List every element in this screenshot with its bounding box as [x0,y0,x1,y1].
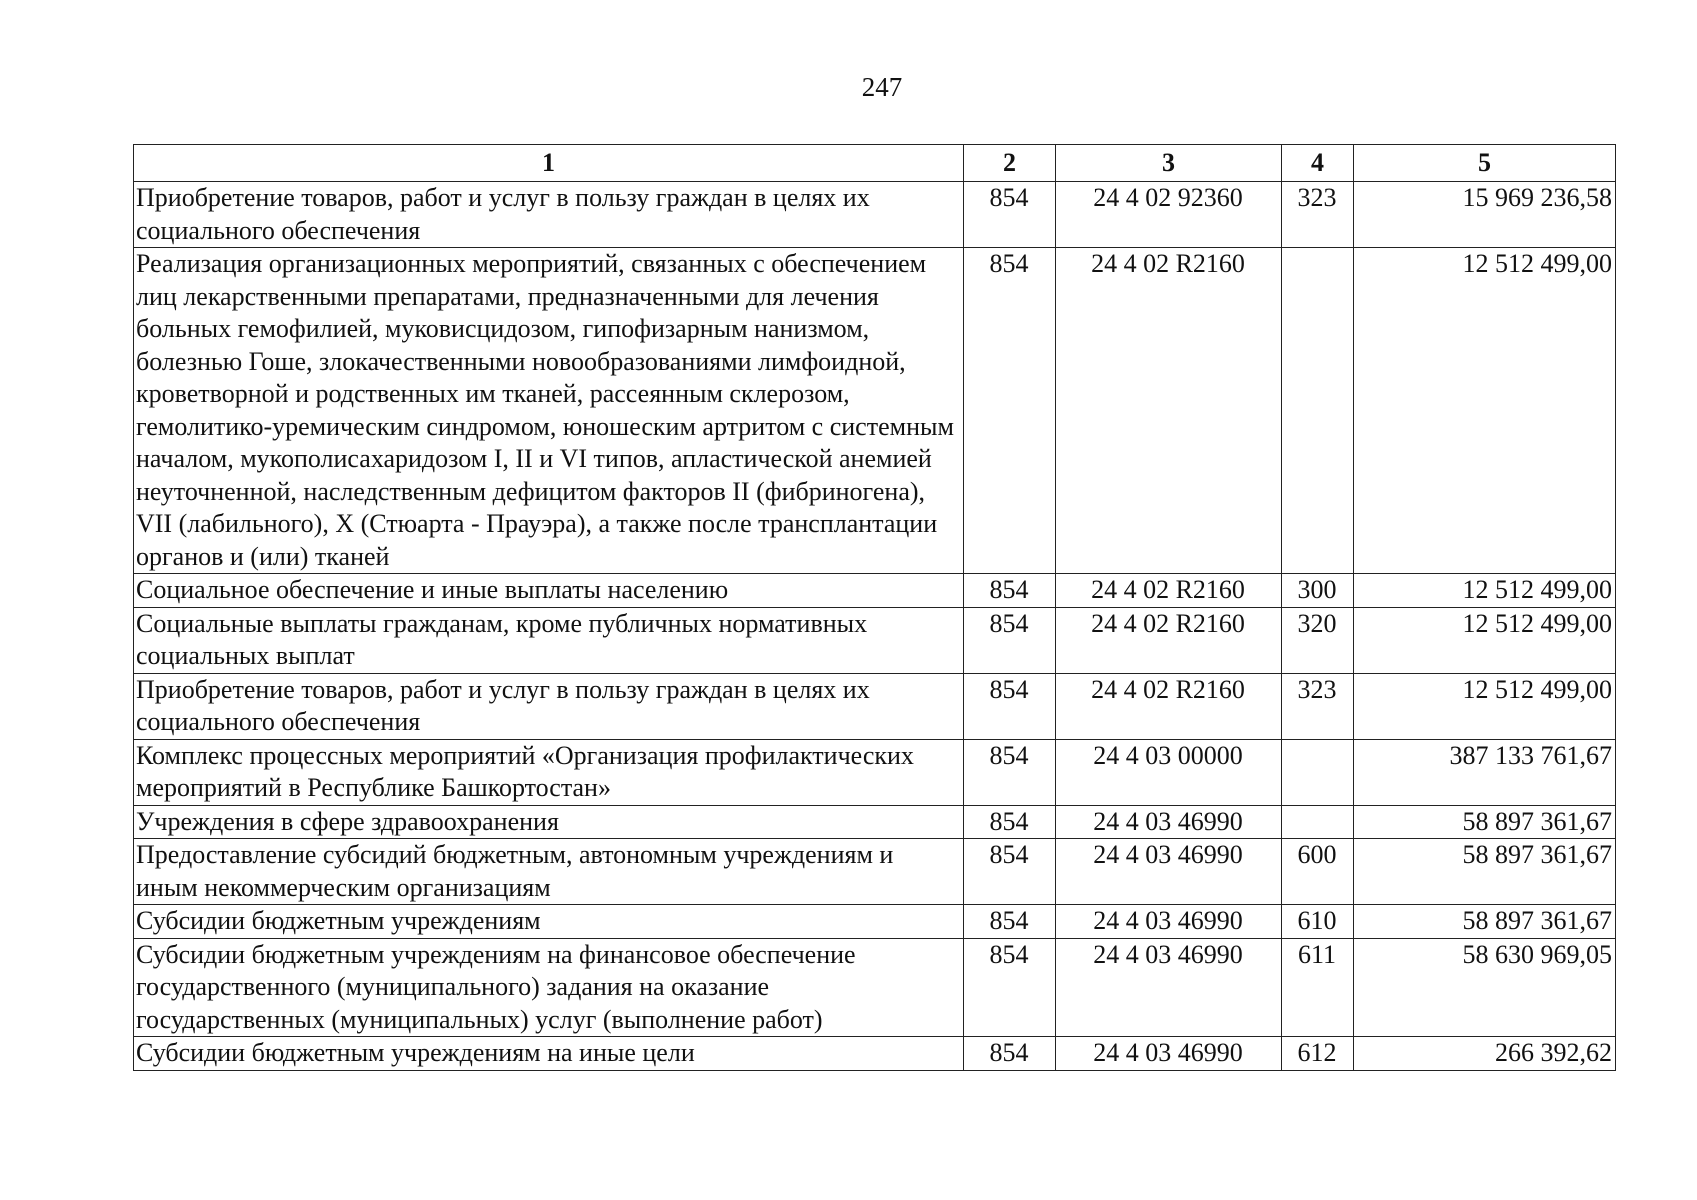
row-col-3: 24 4 03 46990 [1056,805,1282,839]
row-col-5: 387 133 761,67 [1354,739,1616,805]
row-col-2: 854 [964,574,1056,608]
table-row [134,182,1616,248]
budget-table [133,144,1616,1071]
row-col-5: 58 897 361,67 [1354,839,1616,905]
row-col-4: 611 [1282,938,1354,1037]
row-col-5: 12 512 499,00 [1354,248,1616,574]
row-name: Субсидии бюджетным учреждениям на иные цели [134,1037,964,1071]
row-col-4 [1282,805,1354,839]
row-col-4: 300 [1282,574,1354,608]
row-name: Приобретение товаров, работ и услуг в пользу граждан в целях их социального обеспечения [134,182,964,248]
page-number: 247 [861,72,903,102]
row-col-4: 320 [1282,607,1354,673]
row-col-3: 24 4 03 46990 [1056,839,1282,905]
row-col-4: 610 [1282,905,1354,939]
column-header-5: 5 [1354,145,1616,182]
row-col-4: 323 [1282,182,1354,248]
row-name: Субсидии бюджетным учреждениям на финансовое обеспечение государственного (муниципального) задания на оказание государственных (муниципальных) услуг (выполнение работ) [134,938,964,1037]
row-col-3: 24 4 03 46990 [1056,1037,1282,1071]
header-row [134,145,1616,182]
table-row [134,739,1616,805]
table-row [134,574,1616,608]
row-col-2: 854 [964,839,1056,905]
row-col-4: 323 [1282,673,1354,739]
row-col-2: 854 [964,182,1056,248]
table-row [134,248,1616,574]
table-row [134,673,1616,739]
row-col-5: 12 512 499,00 [1354,607,1616,673]
row-col-5: 58 897 361,67 [1354,905,1616,939]
row-col-3: 24 4 02 R2160 [1056,673,1282,739]
row-name: Учреждения в сфере здравоохранения [134,805,964,839]
column-header-2: 2 [964,145,1056,182]
row-name: Реализация организационных мероприятий, связанных с обеспечением лиц лекарственными препаратами, предназначенными для лечения больных гемофилией, муковисцидозом, гипофизарным нанизмом, болезнью Гоше, злокачественными новообразованиями лимфоидной, кроветворной и родственных им тканей, рассеянным склерозом, гемолитико-уремическим синдромом, юношеским артритом с системным началом, мукополисахаридозом I, II и VI типов, апластической анемией неуточненной, наследственным дефицитом факторов II (фибриногена), VII (лабильного), X (Стюарта - Прауэра), а также после трансплантации органов и (или) тканей [134,248,964,574]
row-name: Социальные выплаты гражданам, кроме публичных нормативных социальных выплат [134,607,964,673]
row-col-3: 24 4 02 R2160 [1056,607,1282,673]
table-row [134,805,1616,839]
row-col-2: 854 [964,607,1056,673]
row-col-5: 12 512 499,00 [1354,673,1616,739]
row-col-3: 24 4 02 R2160 [1056,248,1282,574]
table-row [134,607,1616,673]
row-name: Социальное обеспечение и иные выплаты населению [134,574,964,608]
row-col-2: 854 [964,673,1056,739]
row-col-3: 24 4 03 00000 [1056,739,1282,805]
row-col-4: 600 [1282,839,1354,905]
row-col-5: 58 897 361,67 [1354,805,1616,839]
column-header-3: 3 [1056,145,1282,182]
row-col-2: 854 [964,938,1056,1037]
row-col-3: 24 4 02 R2160 [1056,574,1282,608]
column-header-4: 4 [1282,145,1354,182]
row-col-2: 854 [964,1037,1056,1071]
row-col-2: 854 [964,248,1056,574]
table-row [134,938,1616,1037]
row-col-3: 24 4 03 46990 [1056,938,1282,1037]
row-col-5: 58 630 969,05 [1354,938,1616,1037]
table-row [134,905,1616,939]
row-col-4: 612 [1282,1037,1354,1071]
row-col-3: 24 4 02 92360 [1056,182,1282,248]
row-col-5: 15 969 236,58 [1354,182,1616,248]
row-col-2: 854 [964,805,1056,839]
row-name: Субсидии бюджетным учреждениям [134,905,964,939]
row-col-3: 24 4 03 46990 [1056,905,1282,939]
row-name: Приобретение товаров, работ и услуг в пользу граждан в целях их социального обеспечения [134,673,964,739]
row-col-5: 12 512 499,00 [1354,574,1616,608]
row-col-5: 266 392,62 [1354,1037,1616,1071]
row-col-4 [1282,739,1354,805]
row-col-2: 854 [964,905,1056,939]
row-name: Комплекс процессных мероприятий «Организация профилактических мероприятий в Республике Башкортостан» [134,739,964,805]
row-col-2: 854 [964,739,1056,805]
table-row [134,1037,1616,1071]
row-name: Предоставление субсидий бюджетным, автономным учреждениям и иным некоммерческим организациям [134,839,964,905]
row-col-4 [1282,248,1354,574]
table-row [134,839,1616,905]
column-header-1: 1 [134,145,964,182]
